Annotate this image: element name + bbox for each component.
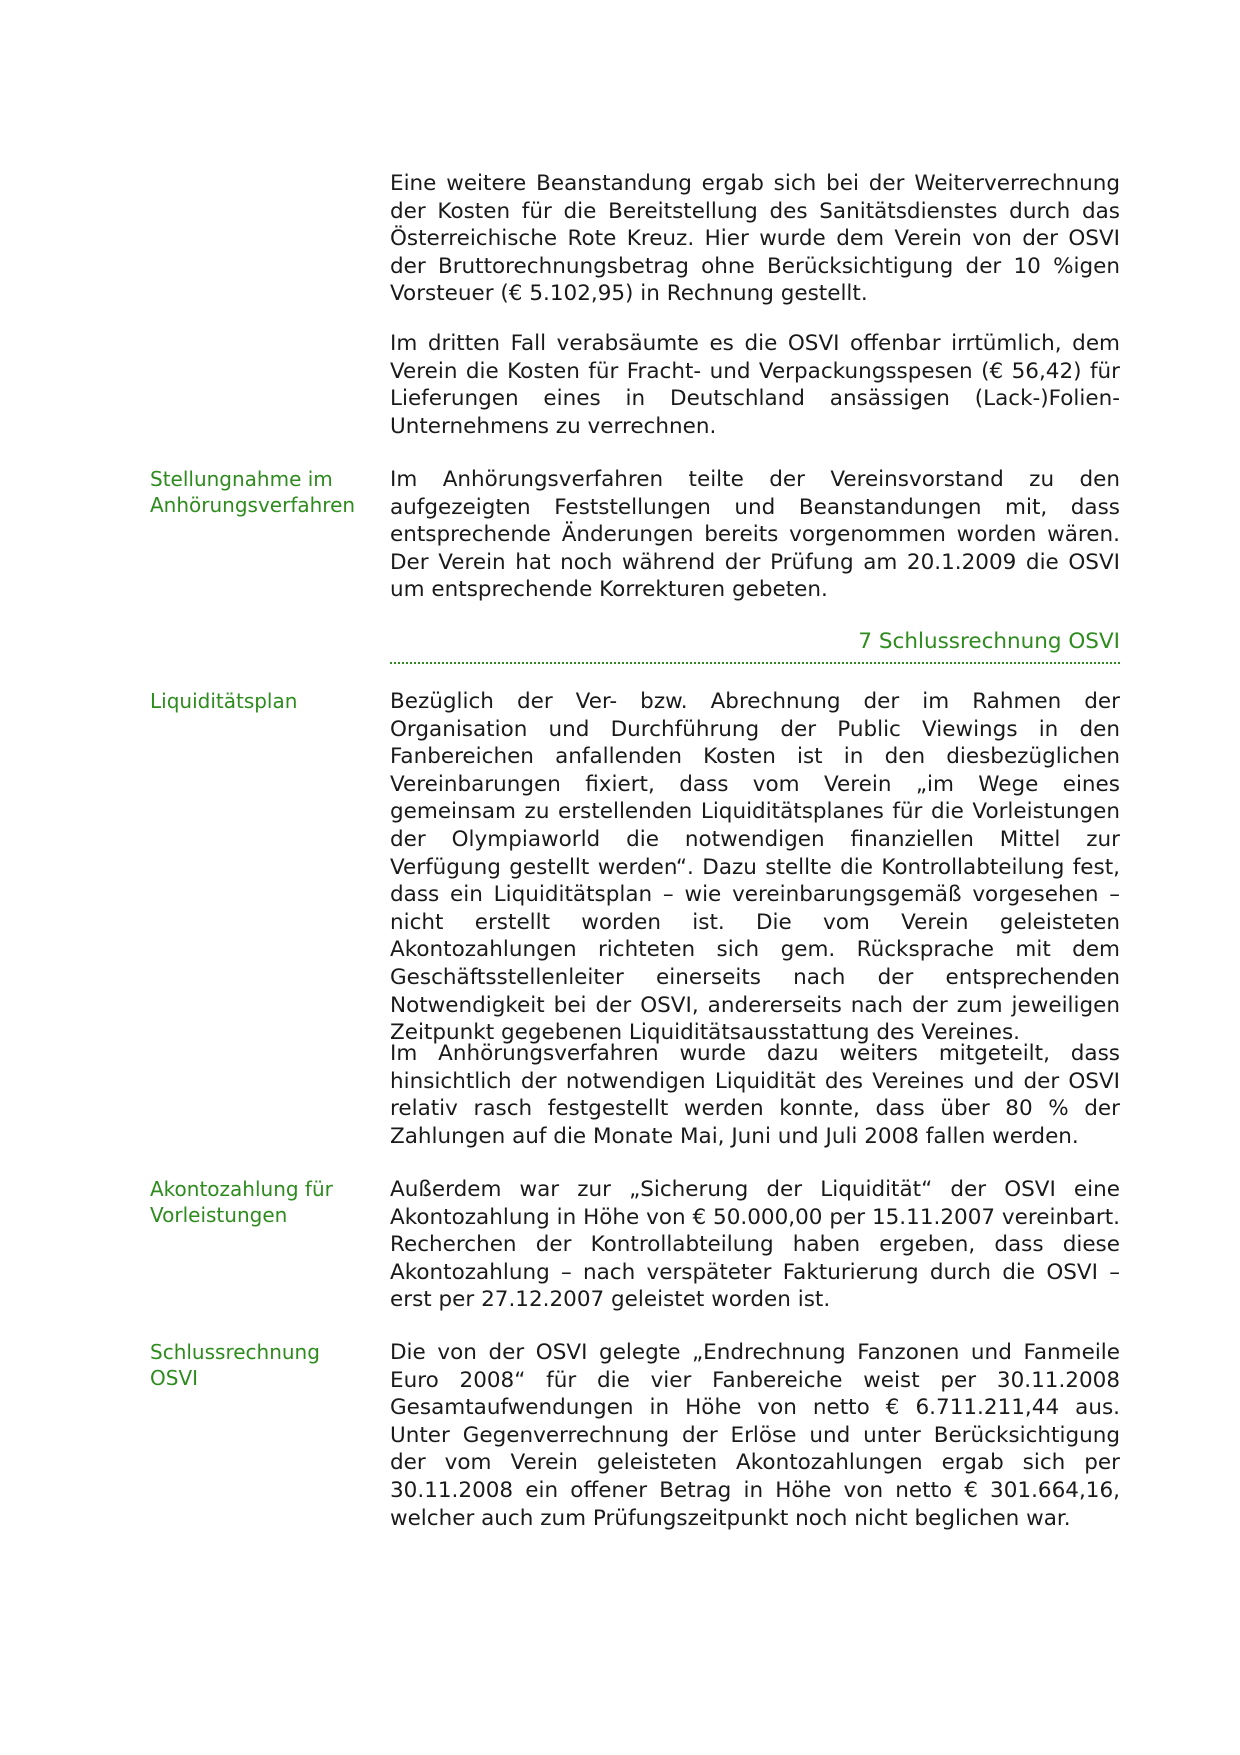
margin-note: Schlussrechnung OSVI xyxy=(150,1340,320,1390)
paragraph-text: Im dritten Fall verabsäumte es die OSVI offenbar irrtümlich, dem Verein die Kosten für Fracht- und Verpackungsspesen (€ 56,42) für Lieferungen eines in Deutschland ansässigen (Lack-)Folien-Unternehmens zu verrechnen. xyxy=(390,331,1120,439)
paragraph-text: Die von der OSVI gelegte „Endrechnung Fanzonen und Fanmeile Euro 2008“ für die vier Fanbereiche weist per 30.11.2008 Gesamtaufwendungen in Höhe von netto € 6.711.211,44 aus. Unter Gegenverrechnung der Erlöse und unter Berücksichtigung der vom Verein geleisteten Akontozahlungen ergab sich per 30.11.2008 ein offener Betrag in Höhe von netto € 301.664,16, welcher auch zum Prüfungszeitpunkt noch nicht beglichen war. xyxy=(390,1340,1120,1531)
section-heading: 7 Schlussrechnung OSVI xyxy=(390,628,1120,664)
paragraph-text: Eine weitere Beanstandung ergab sich bei der Weiterverrechnung der Kosten für die Bereitstellung des Sanitätsdienstes durch das Österreichische Rote Kreuz. Hier wurde dem Verein von der OSVI der Bruttorechnungsbetrag ohne Berücksichtigung der 10 %igen Vorsteuer (€ 5.102,95) in Rechnung gestellt. xyxy=(390,171,1120,307)
margin-note: Akontozahlung für Vorleistungen xyxy=(150,1177,333,1227)
paragraph-text: Im Anhörungsverfahren wurde dazu weiters mitgeteilt, dass hinsichtlich der notwendigen Liquidität des Vereines und der OSVI relativ rasch festgestellt werden konnte, dass über 80 % der Zahlungen auf die Monate Mai, Juni und Juli 2008 fallen werden. xyxy=(390,1041,1120,1149)
paragraph-text: Im Anhörungsverfahren teilte der Vereinsvorstand zu den aufgezeigten Feststellungen und Beanstandungen mit, dass entsprechende Änderungen bereits vorgenommen worden wären. Der Verein hat noch während der Prüfung am 20.1.2009 die OSVI um entsprechende Korrekturen gebeten. xyxy=(390,467,1120,603)
margin-note: Liquiditätsplan xyxy=(150,689,298,713)
paragraph-text: Bezüglich der Ver- bzw. Abrechnung der im Rahmen der Organisation und Durchführung der Public Viewings in den Fanbereichen anfallenden Kosten ist in den diesbezüglichen Vereinbarungen fixiert, dass vom Verein „im Wege eines gemeinsam zu erstellenden Liquiditätsplanes für die Vorleistungen der Olympiaworld die notwendigen finanziellen Mittel zur Verfügung gestellt werden“. Dazu stellte die Kontrollabteilung fest, dass ein Liquiditätsplan – wie vereinbarungsgemäß vorgesehen – nicht erstellt worden ist. Die vom Verein geleisteten Akontozahlungen richteten sich gem. Rücksprache mit dem Geschäftsstellenleiter einerseits nach der entsprechenden Notwendigkeit bei der OSVI, andererseits nach der zum jeweiligen Zeitpunkt gegebenen Liquiditätsausstattung des Vereines. xyxy=(390,689,1120,1046)
paragraph-text: Außerdem war zur „Sicherung der Liquidität“ der OSVI eine Akontozahlung in Höhe von € 50.000,00 per 15.11.2007 vereinbart. Recherchen der Kontrollabteilung haben ergeben, dass diese Akontozahlung – nach verspäteter Fakturierung durch die OSVI – erst per 27.12.2007 geleistet worden ist. xyxy=(390,1177,1120,1313)
margin-note: Stellungnahme im Anhörungsverfahren xyxy=(150,467,356,517)
